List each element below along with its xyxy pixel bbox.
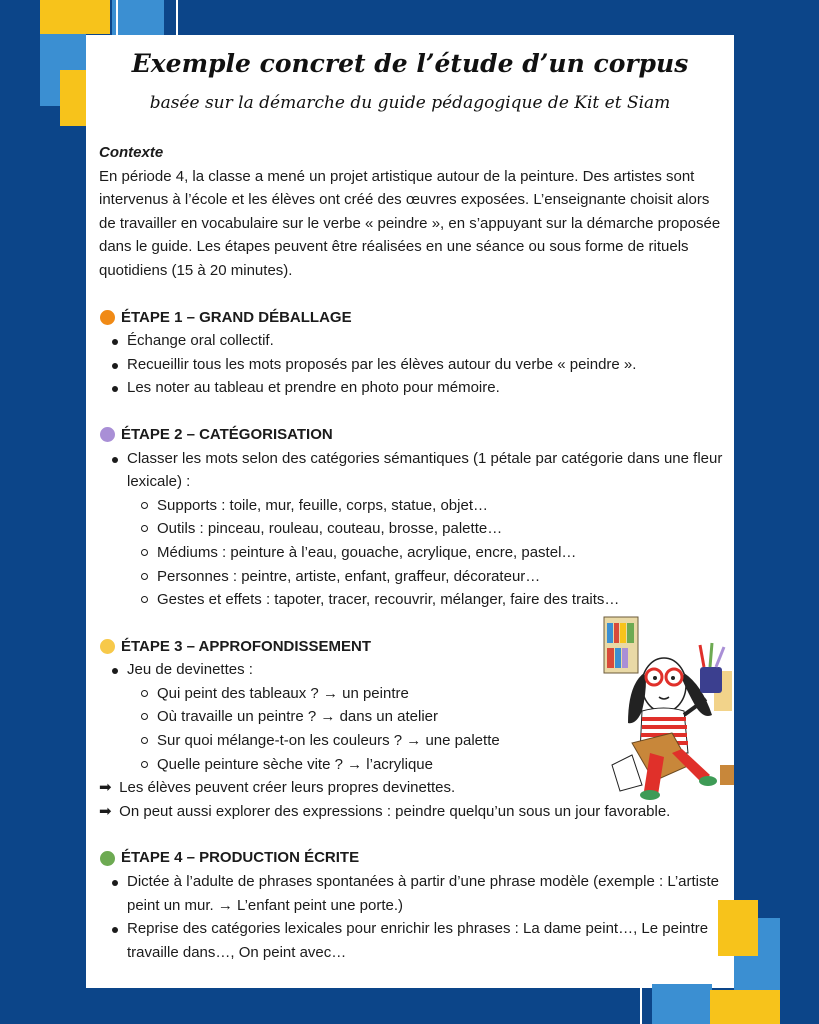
sub-list-item-text: Où travaille un peintre ? → dans un atelier xyxy=(157,708,438,726)
bullet-icon xyxy=(112,363,118,369)
content-card xyxy=(86,35,734,988)
list-item-text: Reprise des catégories lexicales pour enrichir les phrases : La dame peint…, Le peintre travaille dans…, On peint avec… xyxy=(127,920,709,961)
sub-list-item xyxy=(99,565,724,589)
circle-bullet-icon xyxy=(141,596,148,603)
sub-list-item xyxy=(99,541,724,565)
orange-dot-icon xyxy=(100,310,115,325)
step-3-title-text: ÉTAPE 3 – APPROFONDISSEMENT xyxy=(121,637,372,655)
sub-list-item-text: Supports : toile, mur, feuille, corps, statue, objet… xyxy=(157,496,488,514)
list-item-text: Jeu de devinettes : xyxy=(127,661,253,679)
list-item-text: Classer les mots selon des catégories sémantiques (1 pétale par catégorie dans une fleur lexicale) : xyxy=(127,449,723,491)
right-arrow-icon: ➡ xyxy=(99,779,112,797)
step-2-title-text: ÉTAPE 2 – CATÉGORISATION xyxy=(121,425,333,443)
step-4 xyxy=(99,846,724,964)
green-dot-icon xyxy=(100,851,115,866)
sub-list-item-text: Gestes et effets : tapoter, tracer, recouvrir, mélanger, faire des traits… xyxy=(157,591,620,609)
bullet-icon xyxy=(112,668,118,674)
list-item xyxy=(99,870,724,917)
bullet-icon xyxy=(112,880,118,886)
list-item xyxy=(99,353,724,377)
list-item xyxy=(99,447,724,494)
sub-list-item xyxy=(99,494,724,518)
circle-bullet-icon xyxy=(141,502,148,509)
context-label: Contexte xyxy=(99,144,164,161)
circle-bullet-icon xyxy=(141,713,148,720)
sub-list-item-text: Personnes : peintre, artiste, enfant, graffeur, décorateur… xyxy=(157,567,541,585)
content-body xyxy=(99,141,724,964)
circle-bullet-icon xyxy=(141,525,148,532)
bullet-icon xyxy=(112,927,118,933)
step-1-list xyxy=(99,329,724,400)
right-arrow-icon: ➡ xyxy=(99,802,112,820)
bullet-icon xyxy=(112,457,118,463)
list-item-text: Recueillir tous les mots proposés par les élèves autour du verbe « peindre ». xyxy=(127,355,637,373)
list-item xyxy=(99,376,724,400)
step-1-title-text: ÉTAPE 1 – GRAND DÉBALLAGE xyxy=(121,308,352,326)
step-2 xyxy=(99,423,724,612)
step-2-list xyxy=(99,447,724,612)
step-1 xyxy=(99,306,724,400)
list-item xyxy=(99,917,724,964)
circle-bullet-icon xyxy=(141,549,148,556)
deco-bottom-right-yellow-2 xyxy=(718,900,758,956)
page-subtitle: basée sur la démarche du guide pédagogique de Kit et Siam xyxy=(149,93,671,113)
step-1-title xyxy=(99,306,724,330)
sub-list-item-text: Sur quoi mélange-t-on les couleurs ? → une palette xyxy=(157,732,500,750)
bullet-icon xyxy=(112,386,118,392)
page-title: Exemple concret de l’étude d’un corpus xyxy=(131,49,689,78)
list-item-text: Dictée à l’adulte de phrases spontanées à partir d’une phrase modèle (exemple : L’artiste peint un mur. → L’enfant peint une porte.) xyxy=(127,873,720,914)
deco-bottom-right-yellow-1 xyxy=(710,990,780,1024)
circle-bullet-icon xyxy=(141,737,148,744)
step-4-list xyxy=(99,870,724,964)
bullet-icon xyxy=(112,339,118,345)
deco-top-left-yellow xyxy=(40,0,110,34)
context-text: En période 4, la classe a mené un projet artistique autour de la peinture. Des artistes sont intervenus à l’école et les élèves ont créé des œuvres exposées. L’enseignante choisit alors de travailler en vocabulaire sur le verbe « peindre », en s’appuyant sur la démarche proposée dans le guide. Les étapes peuvent être réalisées en une séance ou sous forme de rituels quotidiens (15 à 20 minutes). xyxy=(99,167,721,279)
list-item-text: Les noter au tableau et prendre en photo pour mémoire. xyxy=(127,379,500,397)
list-item-text: Échange oral collectif. xyxy=(127,332,274,350)
dog-painter-illustration xyxy=(602,615,734,805)
sub-list-item-text: Qui peint des tableaux ? → un peintre xyxy=(157,684,409,702)
deco-bottom-right-blue-1 xyxy=(652,984,712,1024)
step-4-title-text: ÉTAPE 4 – PRODUCTION ÉCRITE xyxy=(121,849,360,867)
purple-dot-icon xyxy=(100,427,115,442)
sub-list-item xyxy=(99,588,724,612)
circle-bullet-icon xyxy=(141,573,148,580)
yellow-dot-icon xyxy=(100,639,115,654)
step-4-title xyxy=(99,846,724,870)
arrow-line-text: On peut aussi explorer des expressions : peindre quelqu’un sous un jour favorable. xyxy=(119,802,671,820)
circle-bullet-icon xyxy=(141,761,148,768)
sub-list-item-text: Outils : pinceau, rouleau, couteau, brosse, palette… xyxy=(157,520,503,538)
arrow-line-text: Les élèves peuvent créer leurs propres devinettes. xyxy=(119,779,456,797)
sub-list-item-text: Médiums : peinture à l’eau, gouache, acrylique, encre, pastel… xyxy=(157,543,577,561)
step-2-title xyxy=(99,423,724,447)
list-item xyxy=(99,329,724,353)
sub-list-item xyxy=(99,517,724,541)
sub-list-item-text: Quelle peinture sèche vite ? → l’acrylique xyxy=(157,755,433,773)
circle-bullet-icon xyxy=(141,690,148,697)
